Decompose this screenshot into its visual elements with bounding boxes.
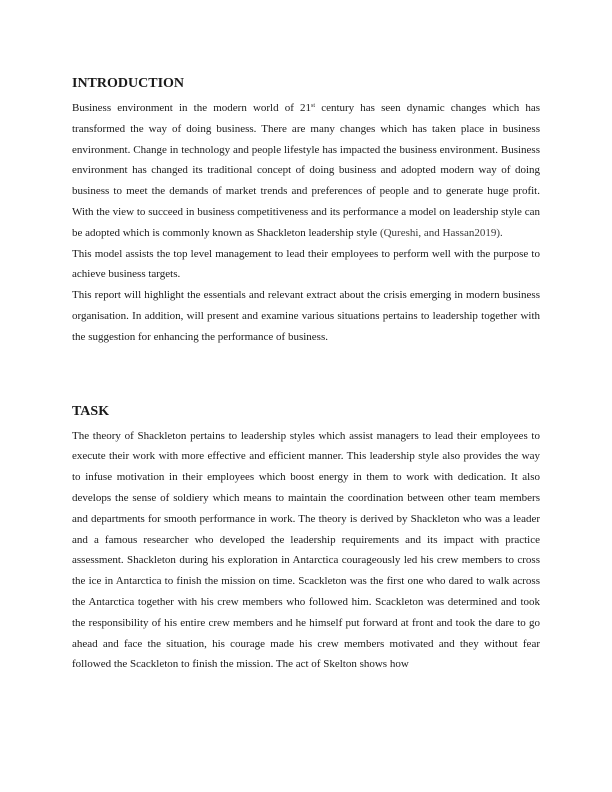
intro-text-continued: century has seen dynamic changes which has transformed the way of doing business. There are many changes which has taken place in business environment. Change in technology and people lifestyle has impacted the business environment. Business environment has changed its traditional concept of doing business and adopted modern way of doing business to meet the demands of market trends and preferences of people and to generate huge profit. With the view to succeed in business competitiveness and its performance a model on leadership style can be adopted which is commonly known as Shackleton leadership style — [72, 102, 541, 239]
task-paragraph-1: The theory of Shackleton pertains to leadership styles which assist managers to lead their employees to execute their work with more effective and efficient manner. This leadership style also provides the way to infuse motivation in their employees which boost energy in them to work with dedication. It also develops the sense of soldiery which means to maintain the coordination between other team members and departments for smooth performance in work. The theory is derived by Shackleton who was a leader and a famous researcher who developed the leadership requirements and its impact with practice assessment. Shackleton during his exploration in Antarctica courageously led his crew members to cross the ice in Antarctica to finish the mission on time. Scackleton was the first one who dared to walk across the Antarctica together with his crew members who followed him. Scackleton was determined and took the responsibility of his entire crew members and he himself put forward at front and took the dare to go ahead and face the situation, his courage made his crew members motivated and they without fear followed the Scackleton to finish the mission. The act of Skelton shows how — [72, 429, 540, 671]
document-page — [72, 74, 540, 675]
introduction-paragraph-2: This model assists the top level management to lead their employees to perform well with the purpose to achieve business targets. — [72, 247, 540, 281]
section-spacer — [72, 348, 540, 402]
citation: (Qureshi, and Hassan2019). — [379, 226, 503, 239]
introduction-heading: INTRODUCTION — [72, 76, 185, 91]
introduction-paragraph-3: This report will highlight the essentials and relevant extract about the crisis emerging in modern business organisation. In addition, will present and examine various situations pertains to leadership together with the suggestion for enhancing the performance of business. — [72, 289, 540, 343]
introduction-section — [72, 74, 540, 348]
ordinal-suffix: st — [311, 103, 316, 109]
intro-text-start: Business environment in the modern world of 21 — [72, 102, 312, 114]
task-section — [72, 402, 540, 676]
task-heading: TASK — [72, 403, 110, 419]
introduction-paragraph-1 — [72, 98, 540, 244]
